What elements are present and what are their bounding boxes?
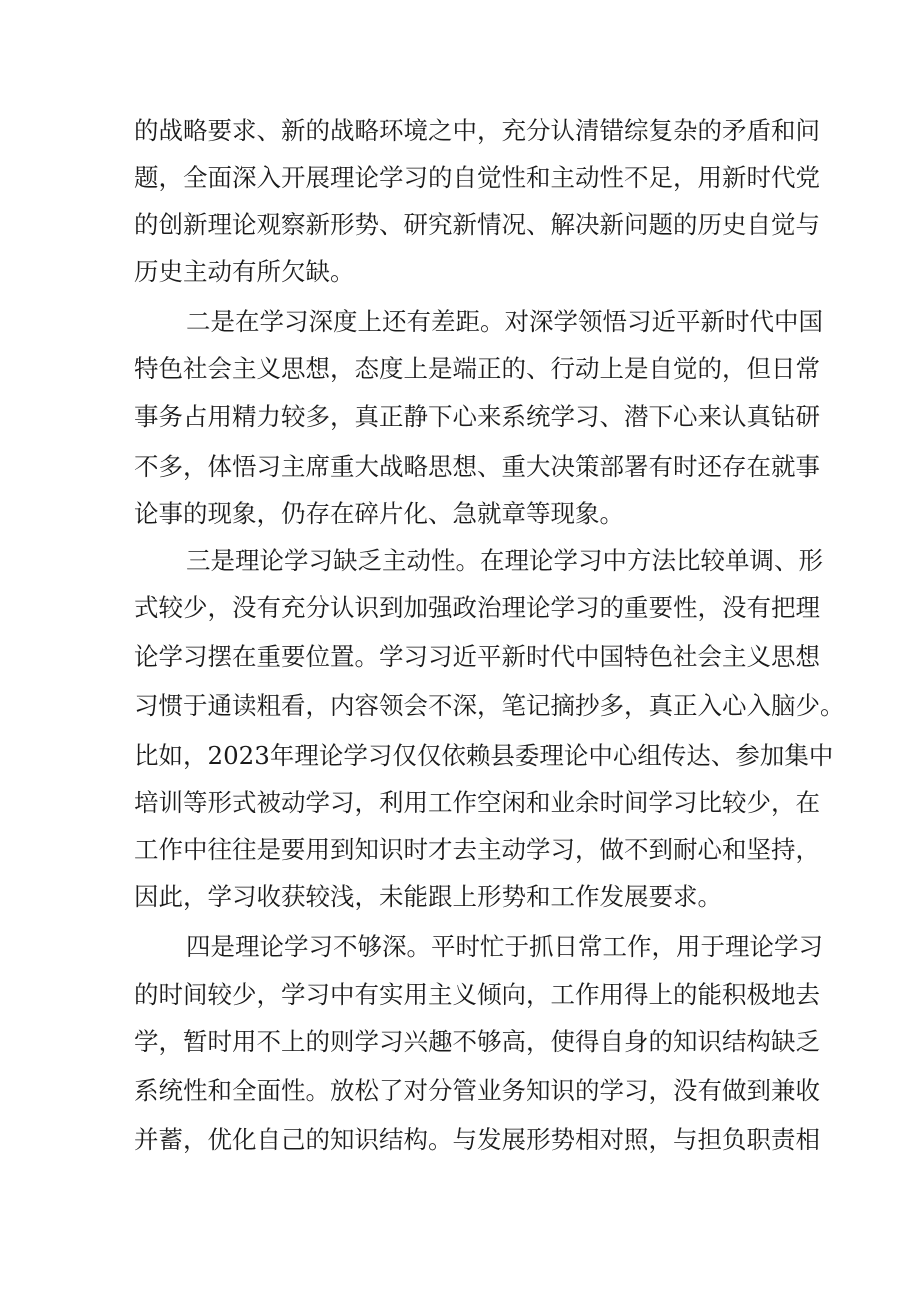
text-line: 特色社会主义思想，态度上是端正的、行动上是自觉的，但日常 [134,354,820,383]
text-line: 的战略要求、新的战略环境之中，充分认清错综复杂的矛盾和问 [134,116,820,145]
text-line: 学，暂时用不上的则学习兴趣不够高，使得自身的知识结构缺乏 [134,1027,820,1056]
text-line: 工作中往往是要用到知识时才去主动学习，做不到耐心和坚持， [134,835,820,864]
text-line: 的创新理论观察新形势、研究新情况、解决新问题的历史自觉与 [134,210,820,239]
text-line: 题，全面深入开展理论学习的自觉性和主动性不足，用新时代党 [134,163,820,192]
text-line: 系统性和全面性。放松了对分管业务知识的学习，没有做到兼收 [134,1076,820,1105]
paragraph-start-line: 三是理论学习缺乏主动性。在理论学习中方法比较单调、形 [186,546,823,575]
text-line: 不多，体悟习主席重大战略思想、重大决策部署有时还存在就事 [134,452,820,481]
text-line: 式较少，没有充分认识到加强政治理论学习的重要性，没有把理 [134,593,820,622]
paragraph-start-line: 二是在学习深度上还有差距。对深学领悟习近平新时代中国 [186,307,823,336]
text-line: 培训等形式被动学习，利用工作空闲和业余时间学习比较少，在 [134,788,820,817]
text-line: 事务占用精力较多，真正静下心来系统学习、潜下心来认真钻研 [134,402,820,431]
text-line: 论学习摆在重要位置。学习习近平新时代中国特色社会主义思想 [134,642,820,671]
text-line: 并蓄，优化自己的知识结构。与发展形势相对照，与担负职责相 [134,1125,820,1154]
paragraph-start-line: 四是理论学习不够深。平时忙于抓日常工作，用于理论学习 [186,932,823,961]
text-line: 的时间较少，学习中有实用主义倾向，工作用得上的能积极地去 [134,980,820,1009]
text-line: 历史主动有所欠缺。 [134,257,355,286]
text-line: 因此，学习收获较浅，未能跟上形势和工作发展要求。 [134,882,722,911]
text-line: 比如，2023年理论学习仅仅依赖县委理论中心组传达、参加集中 [134,741,834,770]
text-line: 论事的现象，仍存在碎片化、急就章等现象。 [134,499,624,528]
text-line: 习惯于通读粗看，内容领会不深，笔记摘抄多，真正入心入脑少。 [134,691,845,720]
